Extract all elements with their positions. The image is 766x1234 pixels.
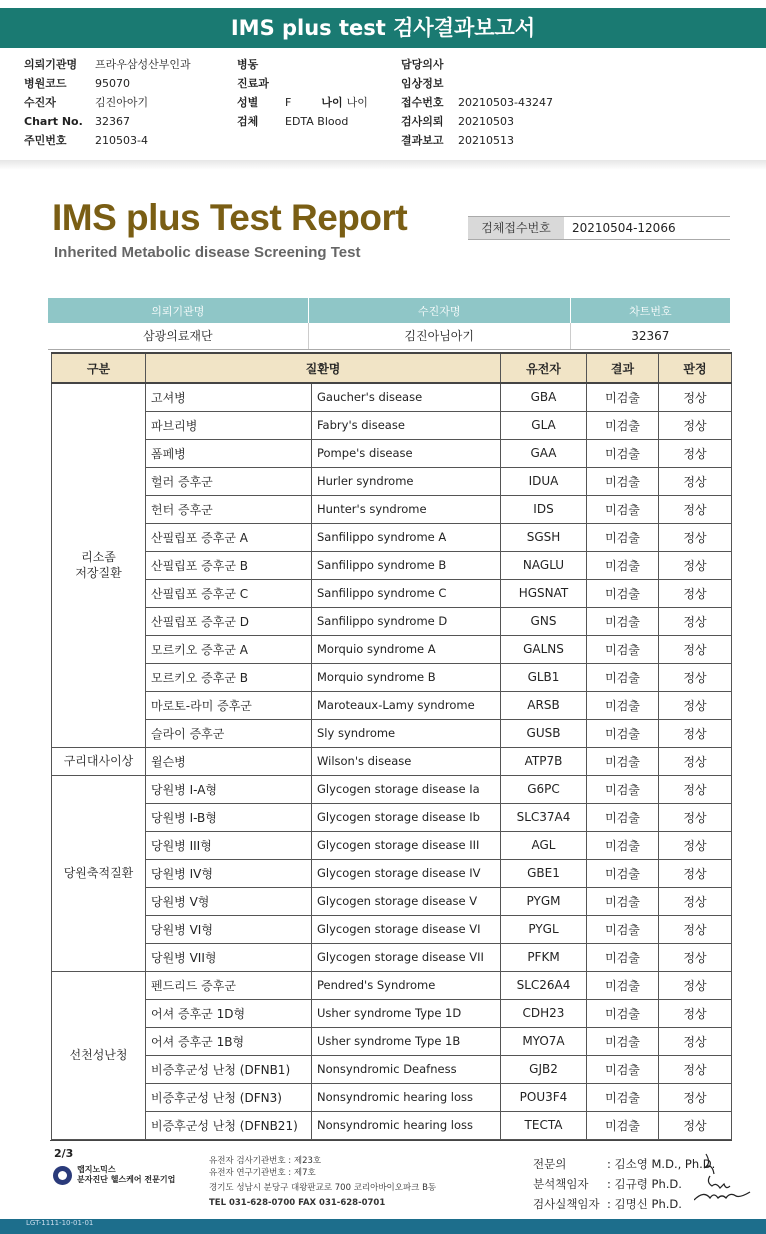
signer-role: 전문의	[533, 1157, 567, 1171]
field-label: 결과보고	[401, 134, 444, 147]
disease-en-cell: Morquio syndrome A	[312, 635, 501, 663]
judgement-cell: 정상	[659, 523, 732, 551]
disease-ko-cell: 당원병 III형	[146, 831, 312, 859]
judgement-cell: 정상	[659, 803, 732, 831]
gene-cell: AGL	[501, 831, 587, 859]
table-row	[52, 999, 732, 1027]
gene-cell: POU3F4	[501, 1083, 587, 1111]
gene-cell: GAA	[501, 439, 587, 467]
header-field	[24, 74, 191, 93]
table-row	[52, 803, 732, 831]
gene-cell: IDUA	[501, 467, 587, 495]
judgement-cell: 정상	[659, 1083, 732, 1111]
field-label: 진료과	[237, 77, 269, 90]
disease-en-cell: Hunter's syndrome	[312, 495, 501, 523]
gene-cell: ARSB	[501, 691, 587, 719]
disease-ko-cell: 헐러 증후군	[146, 467, 312, 495]
col-header-gene: 유전자	[501, 353, 587, 383]
result-cell: 미검출	[587, 831, 659, 859]
judgement-cell: 정상	[659, 915, 732, 943]
judgement-cell: 정상	[659, 663, 732, 691]
result-cell: 미검출	[587, 747, 659, 775]
signer-row	[533, 1154, 715, 1174]
disease-ko-cell: 당원병 I-B형	[146, 803, 312, 831]
age-value: 나이	[346, 96, 368, 109]
disease-ko-cell: 당원병 VII형	[146, 943, 312, 971]
result-cell: 미검출	[587, 943, 659, 971]
judgement-cell: 정상	[659, 999, 732, 1027]
gene-cell: NAGLU	[501, 551, 587, 579]
table-row	[52, 887, 732, 915]
header-field	[24, 55, 191, 74]
disease-ko-cell: 모르키오 증후군 A	[146, 635, 312, 663]
info-header: 수진자명	[308, 298, 570, 323]
info-header: 의뢰기관명	[48, 298, 308, 323]
signer-row	[533, 1174, 715, 1194]
disease-en-cell: Sly syndrome	[312, 719, 501, 747]
company-logo	[53, 1165, 175, 1185]
logo-text	[77, 1165, 175, 1185]
judgement-cell: 정상	[659, 831, 732, 859]
page-number: 2/3	[54, 1147, 74, 1160]
disease-en-cell: Nonsyndromic Deafness	[312, 1055, 501, 1083]
signers-block	[533, 1154, 715, 1214]
table-row	[52, 691, 732, 719]
disease-ko-cell: 모르키오 증후군 B	[146, 663, 312, 691]
judgement-cell: 정상	[659, 411, 732, 439]
judgement-cell: 정상	[659, 467, 732, 495]
signer-name: : 김규령 Ph.D.	[607, 1177, 682, 1191]
disease-en-cell: Gaucher's disease	[312, 383, 501, 411]
table-row	[52, 495, 732, 523]
footer-divider	[50, 1140, 732, 1141]
disease-ko-cell: 어셔 증후군 1D형	[146, 999, 312, 1027]
judgement-cell: 정상	[659, 1055, 732, 1083]
disease-ko-cell: 슬라이 증후군	[146, 719, 312, 747]
field-label: 성별	[237, 96, 259, 109]
header-field	[237, 93, 368, 112]
header-col-2	[237, 55, 368, 131]
disease-ko-cell: 비증후군성 난청 (DFNB1)	[146, 1055, 312, 1083]
disease-en-cell: Glycogen storage disease III	[312, 831, 501, 859]
gene-cell: GBA	[501, 383, 587, 411]
gene-cell: SGSH	[501, 523, 587, 551]
result-cell: 미검출	[587, 663, 659, 691]
judgement-cell: 정상	[659, 747, 732, 775]
judgement-cell: 정상	[659, 383, 732, 411]
gene-cell: GLA	[501, 411, 587, 439]
disease-en-cell: Maroteaux-Lamy syndrome	[312, 691, 501, 719]
judgement-cell: 정상	[659, 635, 732, 663]
field-label: 의뢰기관명	[24, 58, 78, 71]
disease-en-cell: Nonsyndromic hearing loss	[312, 1111, 501, 1139]
gene-cell: GALNS	[501, 635, 587, 663]
result-cell: 미검출	[587, 915, 659, 943]
field-value: F	[285, 96, 292, 109]
judgement-cell: 정상	[659, 775, 732, 803]
header-field	[237, 74, 368, 93]
disease-ko-cell: 산필립포 증후군 B	[146, 551, 312, 579]
gene-cell: IDS	[501, 495, 587, 523]
result-cell: 미검출	[587, 887, 659, 915]
table-row	[52, 831, 732, 859]
header-col-1	[24, 55, 191, 150]
table-row	[52, 1083, 732, 1111]
field-value: 20210503-43247	[458, 96, 553, 109]
result-cell: 미검출	[587, 439, 659, 467]
col-header-judgement: 판정	[659, 353, 732, 383]
result-cell: 미검출	[587, 523, 659, 551]
disease-ko-cell: 윌슨병	[146, 747, 312, 775]
gene-cell: G6PC	[501, 775, 587, 803]
disease-ko-cell: 마로토-라미 증후군	[146, 691, 312, 719]
table-row	[52, 859, 732, 887]
disease-en-cell: Sanfilippo syndrome B	[312, 551, 501, 579]
info-header: 차트번호	[570, 298, 730, 323]
gene-cell: CDH23	[501, 999, 587, 1027]
gene-cell: PYGL	[501, 915, 587, 943]
license-line: 유전자 검사기관번호 : 제23호	[209, 1156, 322, 1166]
table-row	[52, 579, 732, 607]
info-value: 김진아님아기	[308, 323, 570, 349]
logo-line-1: 랩지노믹스	[77, 1165, 116, 1174]
gene-cell: GNS	[501, 607, 587, 635]
disease-en-cell: Glycogen storage disease Ia	[312, 775, 501, 803]
gene-cell: GJB2	[501, 1055, 587, 1083]
table-row	[52, 551, 732, 579]
address: 경기도 성남시 분당구 대왕판교로 700 코리아바이오파크 B동	[209, 1183, 437, 1193]
disease-en-cell: Wilson's disease	[312, 747, 501, 775]
header-field	[401, 112, 553, 131]
judgement-cell: 정상	[659, 579, 732, 607]
disease-en-cell: Hurler syndrome	[312, 467, 501, 495]
table-row	[52, 719, 732, 747]
result-cell: 미검출	[587, 495, 659, 523]
field-label: 검사의뢰	[401, 115, 444, 128]
result-cell: 미검출	[587, 775, 659, 803]
gene-cell: MYO7A	[501, 1027, 587, 1055]
table-row	[52, 523, 732, 551]
field-value: 20210513	[458, 134, 514, 147]
judgement-cell: 정상	[659, 1027, 732, 1055]
table-row	[52, 607, 732, 635]
header-col-3	[401, 55, 553, 150]
category-cell: 당원축적질환	[52, 775, 146, 971]
disease-en-cell: Glycogen storage disease VI	[312, 915, 501, 943]
disease-ko-cell: 파브리병	[146, 411, 312, 439]
table-row	[52, 663, 732, 691]
result-cell: 미검출	[587, 607, 659, 635]
gene-cell: GBE1	[501, 859, 587, 887]
gene-cell: TECTA	[501, 1111, 587, 1139]
result-cell: 미검출	[587, 1027, 659, 1055]
disease-en-cell: Glycogen storage disease VII	[312, 943, 501, 971]
receipt-value: 20210504-12066	[572, 221, 676, 235]
patient-info-table	[48, 298, 730, 350]
field-label: 병동	[237, 58, 259, 71]
field-label: 검체	[237, 115, 259, 128]
result-cell: 미검출	[587, 691, 659, 719]
gene-cell: SLC37A4	[501, 803, 587, 831]
age-label: 나이	[321, 96, 343, 109]
gene-cell: HGSNAT	[501, 579, 587, 607]
disease-en-cell: Glycogen storage disease Ib	[312, 803, 501, 831]
info-value: 32367	[570, 323, 730, 349]
field-label: 수진자	[24, 96, 56, 109]
disease-en-cell: Sanfilippo syndrome A	[312, 523, 501, 551]
field-value: 95070	[95, 77, 130, 90]
field-label: Chart No.	[24, 115, 83, 128]
receipt-number-box	[468, 216, 730, 240]
category-cell: 구리대사이상	[52, 747, 146, 775]
field-value: 프라우삼성산부인과	[95, 58, 191, 71]
judgement-cell: 정상	[659, 439, 732, 467]
judgement-cell: 정상	[659, 551, 732, 579]
gene-cell: GUSB	[501, 719, 587, 747]
field-label: 병원코드	[24, 77, 67, 90]
license-info	[209, 1155, 436, 1209]
contact-numbers: TEL 031-628-0700 FAX 031-628-0701	[209, 1198, 386, 1208]
logo-icon	[53, 1166, 72, 1185]
result-cell: 미검출	[587, 1111, 659, 1139]
table-row	[52, 1055, 732, 1083]
table-row	[52, 439, 732, 467]
report-banner: IMS plus test 검사결과보고서	[0, 8, 766, 48]
disease-en-cell: Glycogen storage disease V	[312, 887, 501, 915]
header-field	[24, 112, 191, 131]
table-row	[52, 467, 732, 495]
disease-ko-cell: 어셔 증후군 1B형	[146, 1027, 312, 1055]
disease-ko-cell: 헌터 증후군	[146, 495, 312, 523]
signer-name: : 김명신 Ph.D.	[607, 1197, 682, 1211]
result-cell: 미검출	[587, 859, 659, 887]
gene-cell: SLC26A4	[501, 971, 587, 999]
disease-en-cell: Fabry's disease	[312, 411, 501, 439]
judgement-cell: 정상	[659, 859, 732, 887]
bottom-bar: LGT-1111-10-01-01	[0, 1219, 766, 1234]
field-label: 접수번호	[401, 96, 444, 109]
disease-en-cell: Glycogen storage disease IV	[312, 859, 501, 887]
disease-ko-cell: 당원병 IV형	[146, 859, 312, 887]
header-field	[401, 131, 553, 150]
signer-role: 검사실책임자	[533, 1197, 600, 1211]
report-title: IMS plus Test Report	[52, 197, 408, 238]
judgement-cell: 정상	[659, 1111, 732, 1139]
disease-ko-cell: 산필립포 증후군 A	[146, 523, 312, 551]
col-header-category: 구분	[52, 353, 146, 383]
header-field	[401, 74, 553, 93]
header-field	[237, 112, 368, 131]
header-field	[24, 131, 191, 150]
disease-ko-cell: 산필립포 증후군 D	[146, 607, 312, 635]
judgement-cell: 정상	[659, 943, 732, 971]
disease-ko-cell: 당원병 I-A형	[146, 775, 312, 803]
disease-en-cell: Sanfilippo syndrome D	[312, 607, 501, 635]
disease-ko-cell: 비증후군성 난청 (DFN3)	[146, 1083, 312, 1111]
signer-name: : 김소영 M.D., Ph.D.	[607, 1157, 716, 1171]
judgement-cell: 정상	[659, 495, 732, 523]
signer-role: 분석책임자	[533, 1177, 589, 1191]
signer-row	[533, 1194, 715, 1214]
table-row	[52, 635, 732, 663]
result-cell: 미검출	[587, 579, 659, 607]
judgement-cell: 정상	[659, 607, 732, 635]
results-table	[51, 352, 732, 1140]
logo-line-2: 분자진단 헬스케어 전문기업	[77, 1175, 176, 1184]
judgement-cell: 정상	[659, 691, 732, 719]
result-cell: 미검출	[587, 803, 659, 831]
result-cell: 미검출	[587, 971, 659, 999]
disease-en-cell: Nonsyndromic hearing loss	[312, 1083, 501, 1111]
result-cell: 미검출	[587, 551, 659, 579]
gene-cell: GLB1	[501, 663, 587, 691]
result-cell: 미검출	[587, 411, 659, 439]
table-row	[52, 915, 732, 943]
result-cell: 미검출	[587, 467, 659, 495]
disease-en-cell: Pompe's disease	[312, 439, 501, 467]
table-row	[52, 1027, 732, 1055]
disease-en-cell: Morquio syndrome B	[312, 663, 501, 691]
field-label: 담당의사	[401, 58, 444, 71]
col-header-result: 결과	[587, 353, 659, 383]
header-field	[401, 93, 553, 112]
gene-cell: PYGM	[501, 887, 587, 915]
judgement-cell: 정상	[659, 971, 732, 999]
gene-cell: ATP7B	[501, 747, 587, 775]
category-cell: 리소좀 저장질환	[52, 383, 146, 747]
disease-ko-cell: 비증후군성 난청 (DFNB21)	[146, 1111, 312, 1139]
result-cell: 미검출	[587, 999, 659, 1027]
disease-ko-cell: 당원병 VI형	[146, 915, 312, 943]
field-value: 32367	[95, 115, 130, 128]
result-cell: 미검출	[587, 383, 659, 411]
field-label: 주민번호	[24, 134, 67, 147]
table-row	[52, 1111, 732, 1139]
gene-cell: PFKM	[501, 943, 587, 971]
col-header-disease: 질환명	[146, 353, 501, 383]
disease-en-cell: Usher syndrome Type 1D	[312, 999, 501, 1027]
result-cell: 미검출	[587, 1083, 659, 1111]
header-field	[24, 93, 191, 112]
table-row	[52, 383, 732, 411]
receipt-label: 검체접수번호	[468, 217, 564, 239]
result-cell: 미검출	[587, 719, 659, 747]
info-value: 삼광의료재단	[48, 323, 308, 349]
field-value: 김진아아기	[95, 96, 149, 109]
disease-en-cell: Usher syndrome Type 1B	[312, 1027, 501, 1055]
result-cell: 미검출	[587, 1055, 659, 1083]
judgement-cell: 정상	[659, 719, 732, 747]
field-value: EDTA Blood	[285, 115, 349, 128]
field-value: 210503-4	[95, 134, 148, 147]
table-row	[52, 747, 732, 775]
disease-en-cell: Pendred's Syndrome	[312, 971, 501, 999]
disease-ko-cell: 폼페병	[146, 439, 312, 467]
handwritten-signatures	[694, 1150, 754, 1210]
report-subtitle: Inherited Metabolic disease Screening Test	[54, 244, 361, 261]
header-field	[401, 55, 553, 74]
disease-ko-cell: 당원병 V형	[146, 887, 312, 915]
disease-ko-cell: 펜드리드 증후군	[146, 971, 312, 999]
result-cell: 미검출	[587, 635, 659, 663]
table-row	[52, 943, 732, 971]
table-row	[52, 971, 732, 999]
category-cell: 선천성난청	[52, 971, 146, 1139]
table-row	[52, 411, 732, 439]
license-line: 유전자 연구기관번호 : 제7호	[209, 1168, 316, 1178]
field-value: 20210503	[458, 115, 514, 128]
disease-ko-cell: 산필립포 증후군 C	[146, 579, 312, 607]
header-field	[237, 55, 368, 74]
section-divider	[0, 160, 766, 170]
disease-ko-cell: 고셔병	[146, 383, 312, 411]
table-row	[52, 775, 732, 803]
judgement-cell: 정상	[659, 887, 732, 915]
field-label: 임상정보	[401, 77, 444, 90]
disease-en-cell: Sanfilippo syndrome C	[312, 579, 501, 607]
